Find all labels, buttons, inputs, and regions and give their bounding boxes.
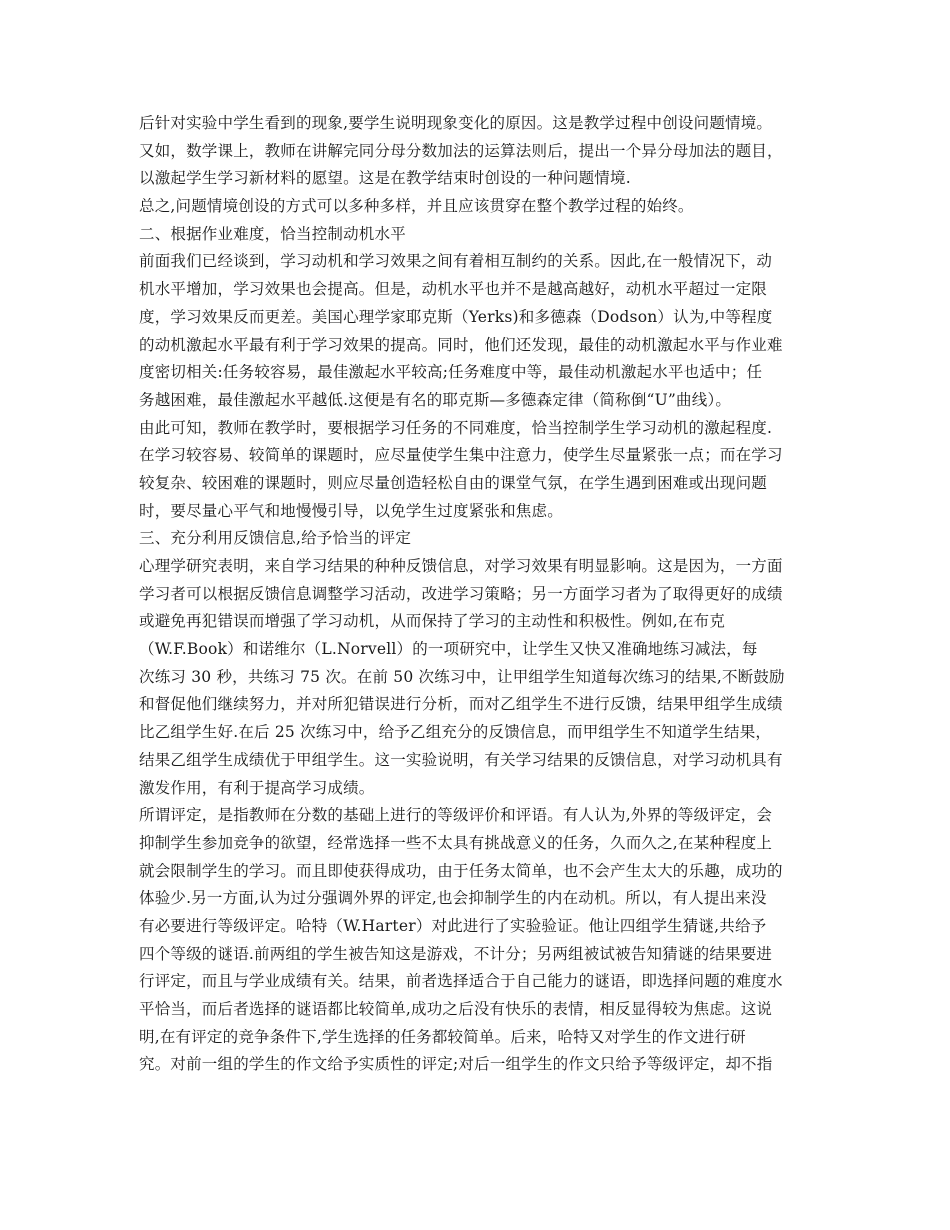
text-line: 以激起学生学习新材料的愿望。这是在教学结束时创设的一种问题情境. xyxy=(139,169,631,188)
section-heading: 二、根据作业难度，恰当控制动机水平 xyxy=(139,224,406,243)
text-line: 前面我们已经谈到，学习动机和学习效果之间有着相互制约的关系。因此,在一般情况下，动 xyxy=(139,252,773,271)
text-line: 激发作用，有利于提高学习成绩。 xyxy=(139,778,375,797)
text-line: 又如，数学课上，教师在讲解完同分母分数加法的运算法则后，提出一个异分母加法的题目， xyxy=(139,141,783,160)
text-line: 有必要进行等级评定。哈特（W.Harter）对此进行了实验验证。他让四组学生猜谜,共给予 xyxy=(139,916,767,935)
text-line: 学习者可以根据反馈信息调整学习活动，改进学习策略；另一方面学习者为了取得更好的成绩 xyxy=(139,584,783,603)
section-heading: 三、充分利用反馈信息,给予恰当的评定 xyxy=(139,529,412,548)
text-line: 明,在有评定的竞争条件下,学生选择的任务都较简单。后来，哈特又对学生的作文进行研 xyxy=(139,1027,746,1046)
text-line: 的动机激起水平最有利于学习效果的提高。同时，他们还发现，最佳的动机激起水平与作业难 xyxy=(139,335,783,354)
text-line: 时，要尽量心平气和地慢慢引导，以免学生过度紧张和焦虑。 xyxy=(139,501,563,520)
text-line: 较复杂、较困难的课题时，则应尽量创造轻松自由的课堂气氛，在学生遇到困难或出现问题 xyxy=(139,473,768,492)
text-line: 究。对前一组的学生的作文给予实质性的评定;对后一组学生的作文只给予等级评定，却不指 xyxy=(139,1055,773,1074)
text-line: 总之,问题情境创设的方式可以多种多样，并且应该贯穿在整个教学过程的始终。 xyxy=(139,197,694,216)
text-line: 体验少.另一方面,认为过分强调外界的评定,也会抑制学生的内在动机。所以，有人提出来没 xyxy=(139,889,767,908)
text-line: 度，学习效果反而更差。美国心理学家耶克斯（Yerks)和多德森（Dodson）认为,中等程度 xyxy=(139,307,773,326)
text-line: 行评定，而且与学业成绩有关。结果，前者选择适合于自己能力的谜语，即选择问题的难度水 xyxy=(139,972,783,991)
text-line: 和督促他们继续努力，并对所犯错误进行分析，而对乙组学生不进行反馈，结果甲组学生成绩 xyxy=(139,695,783,714)
text-line: 平恰当，而后者选择的谜语都比较简单,成功之后没有快乐的表情，相反显得较为焦虑。这说 xyxy=(139,1000,773,1018)
text-line: 度密切相关:任务较容易，最佳激起水平较高;任务难度中等，最佳动机激起水平也适中；任 xyxy=(139,363,763,382)
text-line: 机水平增加，学习效果也会提高。但是，动机水平也并不是越高越好，动机水平超过一定限 xyxy=(139,280,768,299)
text-line: 结果乙组学生成绩优于甲组学生。这一实验说明，有关学习结果的反馈信息，对学习动机具有 xyxy=(139,750,783,769)
text-line: （W.F.Book）和诺维尔（L.Norvell）的一项研究中，让学生又快又准确地练习减法，每 xyxy=(139,640,758,659)
text-line: 抑制学生参加竞争的欲望，经常选择一些不太具有挑战意义的任务，久而久之,在某种程度上 xyxy=(139,833,773,852)
text-line: 务越困难，最佳激起水平越低.这便是有名的耶克斯—多德森定律（简称倒“U”曲线）。 xyxy=(139,390,732,409)
text-line: 心理学研究表明，来自学习结果的种种反馈信息，对学习效果有明显影响。这是因为，一方面 xyxy=(139,557,783,575)
text-line: 后针对实验中学生看到的现象,要学生说明现象变化的原因。这是教学过程中创设问题情境。 xyxy=(139,114,773,132)
text-line: 所谓评定，是指教师在分数的基础上进行的等级评价和评语。有人认为,外界的等级评定，会 xyxy=(139,806,773,825)
text-line: 比乙组学生好.在后 25 次练习中，给予乙组充分的反馈信息，而甲组学生不知道学生结果， xyxy=(139,723,772,742)
text-line: 或避免再犯错误而增强了学习动机，从而保持了学习的主动性和积极性。例如,在布克 xyxy=(139,612,726,631)
text-line: 次练习 30 秒，共练习 75 次。在前 50 次练习中，让甲组学生知道每次练习的结果,不断鼓励 xyxy=(139,667,785,686)
text-line: 由此可知，教师在教学时，要根据学习任务的不同难度，恰当控制学生学习动机的激起程度. xyxy=(139,418,773,437)
text-line: 就会限制学生的学习。而且即使获得成功，由于任务太简单，也不会产生太大的乐趣，成功的 xyxy=(139,861,783,880)
document-body xyxy=(139,110,815,1079)
text-line: 在学习较容易、较简单的课题时，应尽量使学生集中注意力，使学生尽量紧张一点；而在学习 xyxy=(139,446,783,465)
text-line: 四个等级的谜语.前两组的学生被告知这是游戏，不计分；另两组被试被告知猜谜的结果要进 xyxy=(139,944,773,963)
